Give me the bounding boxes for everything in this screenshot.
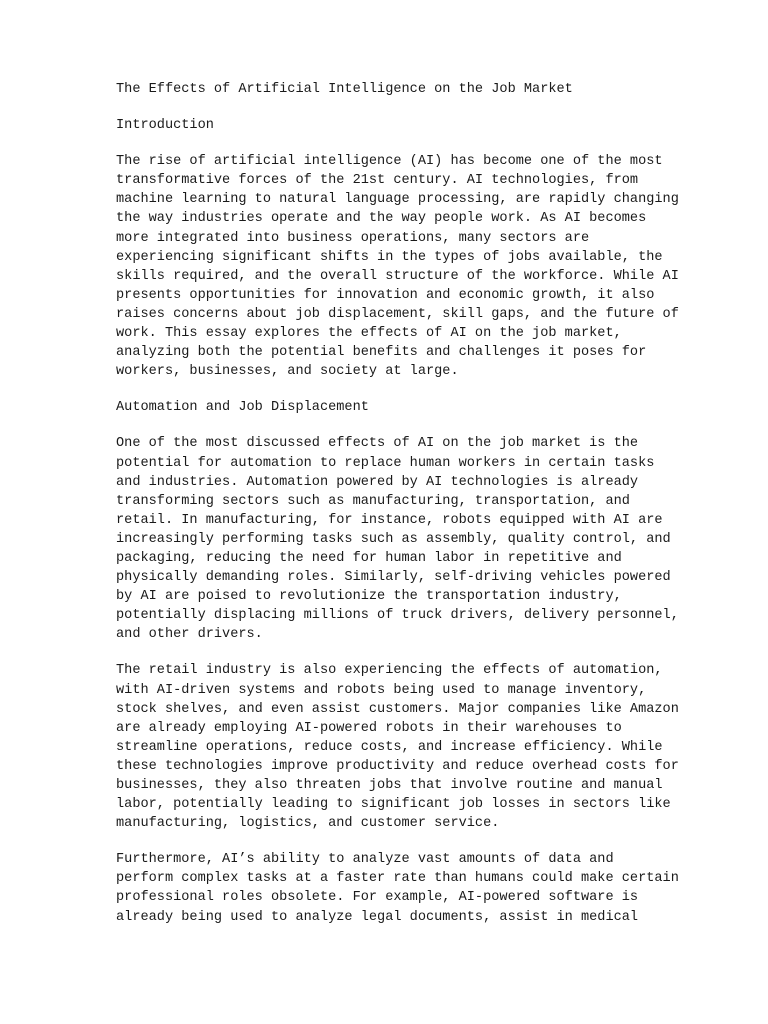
text-line: physically demanding roles. Similarly, self-driving vehicles powered	[116, 570, 671, 586]
text-line: these technologies improve productivity and reduce overhead costs for	[116, 758, 679, 774]
document-title: The Effects of Artificial Intelligence on the Job Market	[116, 82, 573, 97]
text-line: and industries. Automation powered by AI technologies is already	[116, 474, 639, 490]
text-line: potentially displacing millions of truck drivers, delivery personnel,	[116, 608, 679, 624]
section-heading-automation: Automation and Job Displacement	[116, 400, 369, 416]
text-line: retail. In manufacturing, for instance, robots equipped with AI are	[116, 512, 663, 528]
text-line: Furthermore, AI’s ability to analyze vast amounts of data and	[116, 852, 614, 868]
text-line: and other drivers.	[116, 627, 263, 643]
text-line: labor, potentially leading to significant job losses in sectors like	[116, 797, 671, 813]
text-line: increasingly performing tasks such as assembly, quality control, and	[116, 531, 671, 547]
document-content	[116, 80, 679, 944]
text-line: The retail industry is also experiencing the effects of automation,	[116, 663, 663, 679]
text-line: The rise of artificial intelligence (AI) has become one of the most	[116, 154, 663, 170]
text-line: workers, businesses, and society at large.	[116, 364, 459, 380]
text-line: experiencing significant shifts in the types of jobs available, the	[116, 249, 663, 265]
section-heading-introduction: Introduction	[116, 118, 214, 134]
text-line: presents opportunities for innovation and economic growth, it also	[116, 287, 655, 303]
text-line: transformative forces of the 21st century. AI technologies, from	[116, 173, 639, 189]
text-line: businesses, they also threaten jobs that involve routine and manual	[116, 778, 663, 793]
text-line: potential for automation to replace human workers in certain tasks	[116, 455, 655, 471]
text-line: the way industries operate and the way people work. As AI becomes	[116, 211, 647, 227]
text-line: raises concerns about job displacement, skill gaps, and the future of	[116, 306, 679, 322]
text-line: packaging, reducing the need for human labor in repetitive and	[116, 550, 622, 566]
text-line: perform complex tasks at a faster rate than humans could make certain	[116, 871, 679, 887]
text-line: work. This essay explores the effects of AI on the job market,	[116, 326, 622, 342]
text-line: transforming sectors such as manufacturing, transportation, and	[116, 493, 630, 509]
text-line: streamline operations, reduce costs, and increase efficiency. While	[116, 739, 663, 755]
paragraph-introduction	[116, 152, 679, 381]
text-line: are already employing AI-powered robots in their warehouses to	[116, 720, 622, 736]
text-line: analyzing both the potential benefits and challenges it poses for	[116, 345, 647, 361]
text-line: professional roles obsolete. For example, AI-powered software is	[116, 890, 639, 906]
text-line: already being used to analyze legal documents, assist in medical	[116, 909, 639, 925]
text-line: One of the most discussed effects of AI on the job market is the	[116, 436, 639, 452]
text-line: by AI are poised to revolutionize the transportation industry,	[116, 589, 622, 605]
text-line: with AI-driven systems and robots being used to manage inventory,	[116, 682, 647, 698]
text-line: skills required, and the overall structure of the workforce. While AI	[116, 268, 679, 284]
paragraph-automation-1	[116, 434, 679, 644]
paragraph-automation-3	[116, 850, 679, 926]
text-line: more integrated into business operations, many sectors are	[116, 230, 590, 246]
text-line: manufacturing, logistics, and customer service.	[116, 816, 500, 832]
paragraph-automation-2	[116, 661, 679, 833]
text-line: machine learning to natural language processing, are rapidly changing	[116, 192, 679, 208]
text-line: stock shelves, and even assist customers. Major companies like Amazon	[116, 701, 679, 717]
